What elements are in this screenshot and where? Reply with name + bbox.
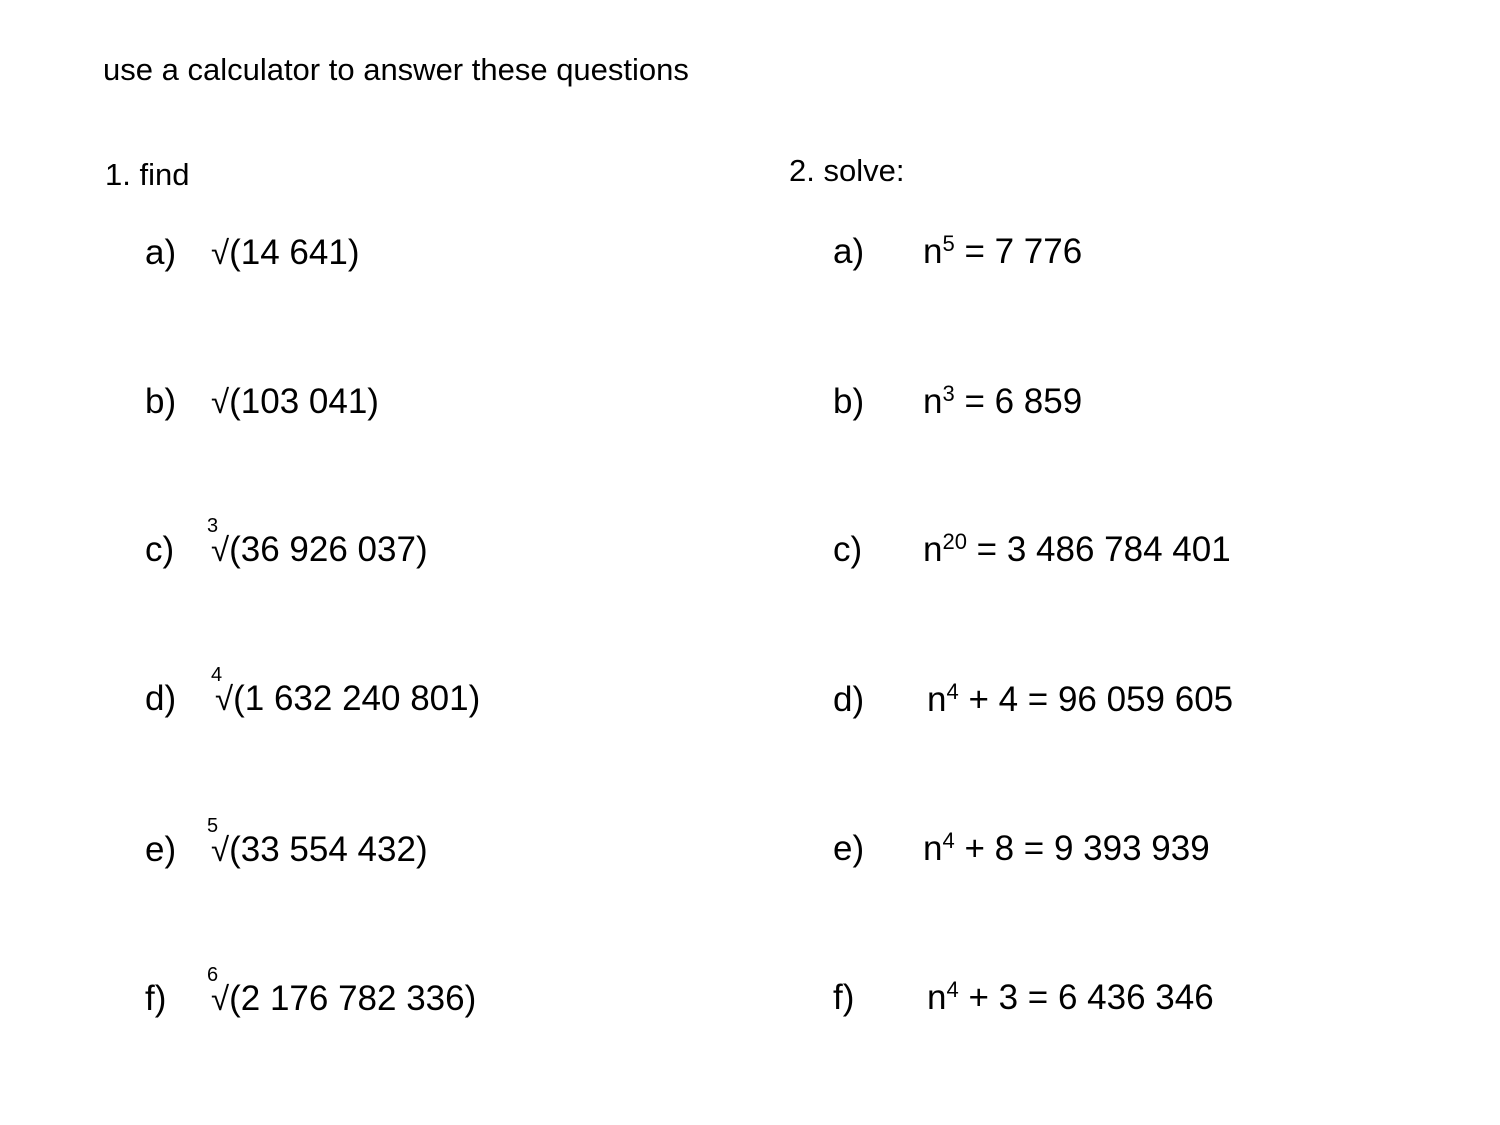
root-index: 5 <box>207 815 219 837</box>
root-expression <box>211 382 379 422</box>
equation-rest: = 6 859 <box>954 382 1083 421</box>
item-label: e) <box>833 829 865 868</box>
root-expression <box>207 964 477 1019</box>
item-label: c) <box>833 530 863 569</box>
root-expression <box>207 515 428 570</box>
equation <box>927 978 1214 1018</box>
variable: n <box>927 978 947 1017</box>
item-label: e) <box>145 830 177 869</box>
item-label: c) <box>145 530 175 569</box>
exponent: 4 <box>946 977 959 1002</box>
item-label: b) <box>145 382 177 421</box>
instruction-text: use a calculator to answer these questions <box>103 52 689 87</box>
radical-sign: √ <box>211 980 230 1017</box>
equation <box>923 530 1231 570</box>
exponent: 20 <box>942 529 967 554</box>
variable: n <box>923 382 943 421</box>
radical-sign: √ <box>211 831 230 868</box>
equation <box>927 680 1233 720</box>
variable: n <box>923 530 943 569</box>
item-label: a) <box>833 232 865 271</box>
equation <box>923 232 1082 272</box>
radicand: (36 926 037) <box>229 530 428 569</box>
item-label: b) <box>833 382 865 421</box>
item-label: f) <box>833 978 855 1017</box>
equation-rest: = 7 776 <box>954 232 1083 271</box>
equation-rest: + 3 = 6 436 346 <box>958 978 1214 1017</box>
question-1-heading: 1. find <box>105 157 190 192</box>
equation-rest: = 3 486 784 401 <box>966 530 1231 569</box>
equation <box>923 829 1210 869</box>
variable: n <box>923 829 943 868</box>
variable: n <box>923 232 943 271</box>
radicand: (1 632 240 801) <box>233 679 481 718</box>
radical-sign: √ <box>215 680 234 717</box>
radicand: (2 176 782 336) <box>229 979 477 1018</box>
exponent: 5 <box>942 231 955 256</box>
equation-rest: + 4 = 96 059 605 <box>958 680 1234 719</box>
radical-sign: √ <box>211 383 230 420</box>
root-index: 3 <box>207 515 219 537</box>
radicand: (14 641) <box>229 233 360 272</box>
radicand: (103 041) <box>229 382 379 421</box>
equation <box>923 382 1082 422</box>
radicand: (33 554 432) <box>229 830 428 869</box>
root-index: 6 <box>207 964 219 986</box>
exponent: 4 <box>946 679 959 704</box>
item-label: f) <box>145 979 167 1018</box>
root-expression <box>207 815 428 870</box>
item-label: a) <box>145 233 177 272</box>
radical-sign: √ <box>211 531 230 568</box>
root-expression <box>211 233 360 273</box>
equation-rest: + 8 = 9 393 939 <box>954 829 1210 868</box>
root-expression <box>211 664 481 719</box>
question-2-heading: 2. solve: <box>789 153 905 188</box>
variable: n <box>927 680 947 719</box>
item-label: d) <box>145 679 177 718</box>
item-label: d) <box>833 680 865 719</box>
root-index: 4 <box>211 664 223 686</box>
exponent: 4 <box>942 828 955 853</box>
radical-sign: √ <box>211 234 230 271</box>
exponent: 3 <box>942 381 955 406</box>
